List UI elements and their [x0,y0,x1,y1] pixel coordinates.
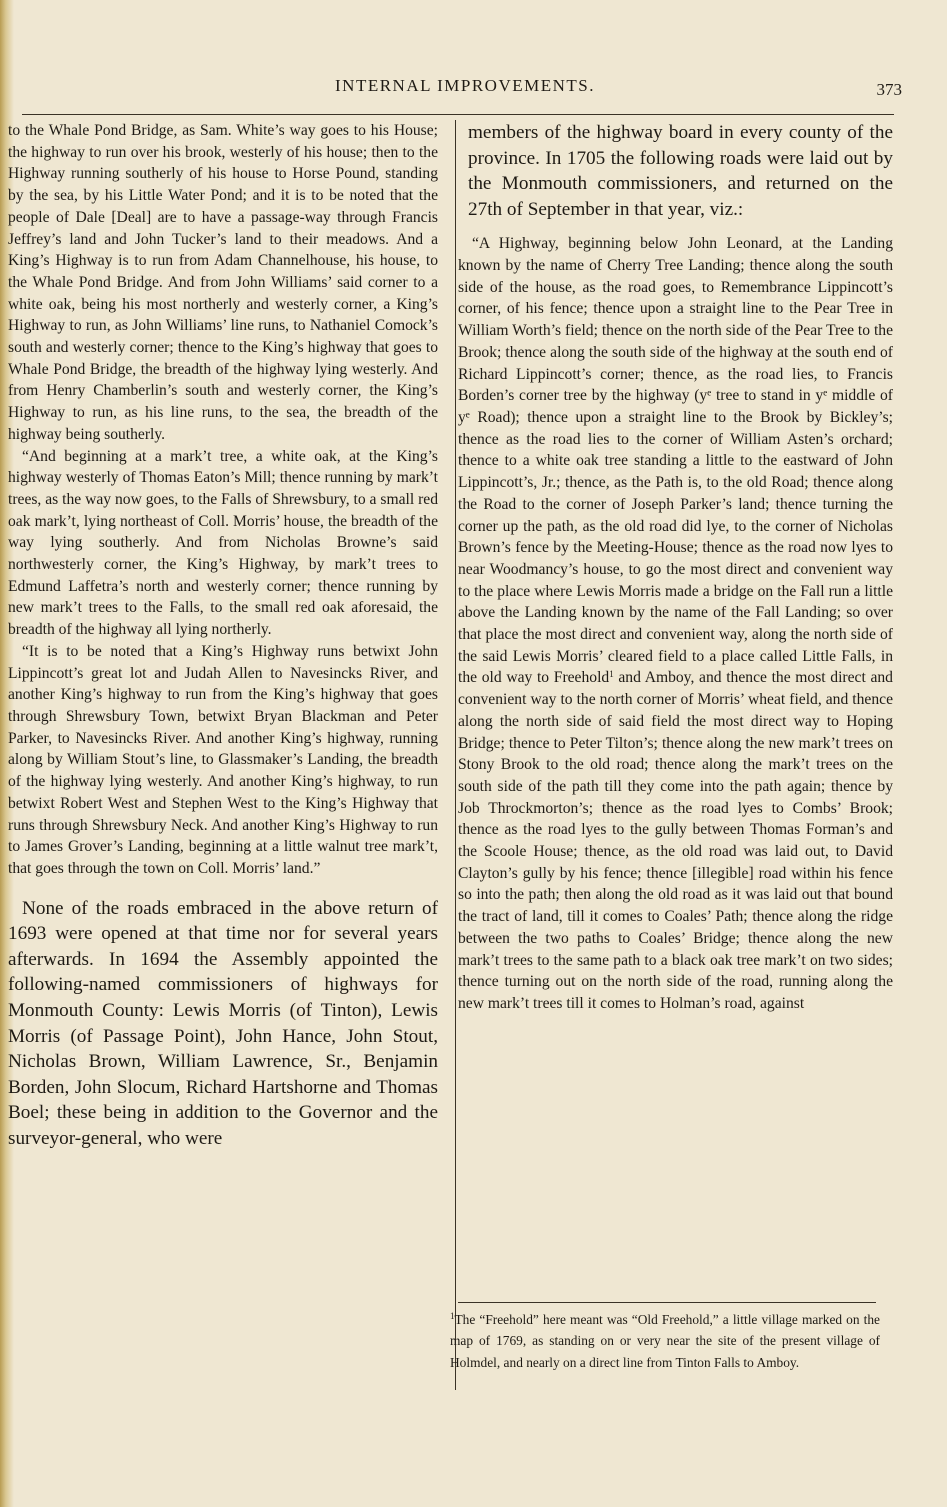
footnote [450,1309,880,1373]
left-paragraph-2: “And beginning at a mark’t tree, a white oak, at the King’s highway westerly of Thomas Eaton’s Mill; thence running by mark’t trees, as the way now goes, to the Falls of Shrewsbury, to a small red oak mark’t, lying northeast of Coll. Morris’ house, the breadth of the way lying southerly. And from Nicholas Browne’s said northwesterly corner, the King’s Highway, by mark’t trees to Edmund Laffetra’s north and westerly corner; thence running by new mark’t trees to the Falls, to the small red oak aforesaid, the breadth of the highway all lying northerly. [8,447,438,639]
footnote-marker: 1 [450,1311,455,1321]
left-paragraph-1: to the Whale Pond Bridge, as Sam. White’s way goes to his House; the highway to run over his brook, westerly of his house; then to the Highway running southerly of his house to Horse Pound, standing by the sea, by his Little Water Pond; and it is to be noted that the people of Dale [Deal] are to have a passage-way through Francis Jeffrey’s land and John Tucker’s land to their meadows. And a King’s Highway is to run from Adam Channelhouse, his house, to the Whale Pond Bridge. And from John Williams’ said corner to a white oak, being his most northerly and westerly corner, a King’s Highway to run, as John Williams’ line runs, to Nathaniel Comock’s south and westerly corner; thence to the King’s highway that goes to Whale Pond Bridge, the breadth of the highway lying westerly. And from Henry Chamberlin’s south and westerly corner, the King’s Highway to run, as his line runs, to the sea, the breadth of the highway being southerly. [8,122,438,443]
header-rule [22,114,894,115]
right-paragraph-2-part-b: and Amboy, and thence the most direct and convenient way to the north corner of Morris’ wheat field, and thence along the north side of said field the most direct way to Hoping Bridge; thence to Peter Tilton’s; thence along the new mark’t trees on Stony Brook to the old road; thence along the mark’t trees on the south side of the path till they come into the path again; thence by Job Throckmorton’s; thence as the road lyes to Combs’ Brook; thence as the road lyes to the gully between Thomas Forman’s and the Scoole House; thence, as the old road was laid out, to David Clayton’s gully by his fence; thence [illegible] road within his fence so into the path; then along the old road as it was laid out that bound the tract of land, till it comes to Coales’ Path; thence along the ridge between the two paths to Coales’ Bridge; thence along the new mark’t trees to the same path to a black oak tree mark’t on two sides; thence turning out on the north side of the road, running along the new mark’t trees till it comes to Holman’s road, against [458,669,893,1012]
running-header [0,74,947,104]
footnote-reference: 1 [609,669,614,680]
right-paragraph-1: members of the highway board in every county of the province. In 1705 the following roads were laid out by the Monmouth commissioners, and returned on the 27th of September in that year, viz.: [468,122,893,220]
page-title: INTERNAL IMPROVEMENTS. [335,76,595,95]
footnote-rule [458,1302,876,1303]
left-paragraph-4: None of the roads embraced in the above return of 1693 were opened at that time nor for several years afterwards. In 1694 the Assembly appointed the following-named commissioners of highways for Monmouth County: Lewis Morris (of Tinton), Lewis Morris (of Passage Point), John Hance, John Stout, Nicholas Brown, William Lawrence, Sr., Benjamin Borden, John Slocum, Richard Hartshorne and Thomas Boel; these being in addition to the Governor and the surveyor-general, who were [8,897,438,1149]
page-number: 373 [876,80,902,99]
left-column [8,120,438,1152]
right-paragraph-2-part-a: “A Highway, beginning below John Leonard, at the Landing known by the name of Cherry Tree Landing; thence along the south side of the house, as the road goes, to Remembrance Lippincott’s corner, of his fence; thence upon a straight line to the Pear Tree in William Worth’s field; thence on the north side of the Pear Tree to the Brook; thence along the south side of the highway at the south end of Richard Lippincott’s corner; thence, as the road lies, to Francis Borden’s corner tree by the highway (yᵉ tree to stand in yᵉ middle of yᵉ Road); thence upon a straight line to the Brook by Bickley’s; thence as the road lies to the corner of William Asten’s orchard; thence to a white oak tree standing a little to the eastward of John Lippincott’s, Jr.; thence, as the Path is, to the old Road; thence along the Road to the corner of Joseph Parker’s land; thence turning the corner up the path, as the old road did lye, to the corner of Nicholas Brown’s fence by the Meeting-House; thence as the road now lyes to near Woodmancy’s house, to go the most direct and convenient way to the place where Lewis Morris made a bridge on the Fall run a little above the Landing known by the name of the Fall Landing; so over that place the most direct and convenient way, along the north side of the said Lewis Morris’ cleared field to a place called Little Falls, in the old way to Freehold [458,235,893,687]
footnote-text: The “Freehold” here meant was “Old Freehold,” a little village marked on the map of 1769, as standing on or very near the site of the present village of Holmdel, and nearly on a direct line from Tinton Falls to Amboy. [450,1312,880,1370]
right-column [458,120,893,1015]
left-paragraph-3: “It is to be noted that a King’s Highway runs betwixt John Lippincott’s great lot and Judah Allen to Navesincks River, and another King’s highway to run from the King’s highway that goes through Shrewsbury Town, betwixt Bryan Blackman and Peter Parker, to Navesincks River. And another King’s highway, running along by William Stout’s line, to Glassmaker’s Landing, the breadth of the highway lying westerly. And another King’s highway, to run betwixt Robert West and Stephen West to the King’s Highway that runs through Shrewsbury Neck. And another King’s Highway to run to James Grover’s Landing, beginning at a little walnut tree mark’t, that goes through the town on Coll. Morris’ land.” [8,642,438,877]
column-divider [455,120,456,1390]
right-paragraph-2 [458,233,893,1014]
